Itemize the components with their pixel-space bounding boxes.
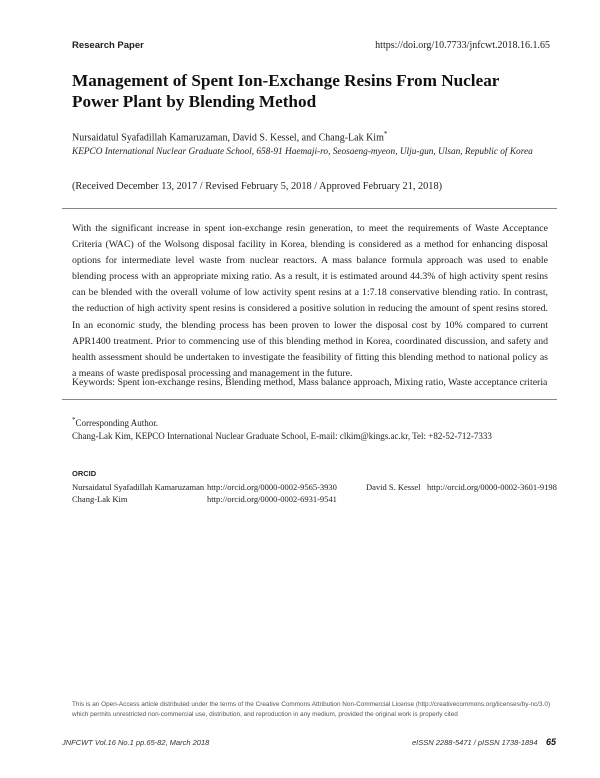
page-number: 65 (546, 737, 557, 747)
orcid-link[interactable]: http://orcid.org/0000-0002-9565-3930 (207, 482, 337, 492)
author-list (72, 130, 387, 143)
author-names: Nursaidatul Syafadillah Kamaruzaman, David S. Kessel, and Chang-Lak Kim (72, 132, 384, 144)
affiliation: KEPCO International Nuclear Graduate School, 658-91 Haemaji-ro, Seosaeng-myeon, Ulju-gun, Ulsan, Republic of Korea (72, 147, 533, 157)
orcid-link[interactable]: http://orcid.org/0000-0002-3601-9198 (427, 482, 557, 492)
paper-type-label: Research Paper (72, 40, 144, 51)
article-title: Management of Spent Ion-Exchange Resins From Nuclear Power Plant by Blending Method (72, 71, 500, 111)
journal-citation: JNFCWT Vol.16 No.1 pp.65-82, March 2018 (62, 738, 210, 747)
orcid-name: Chang-Lak Kim (72, 494, 128, 504)
issn: eISSN 2288-5471 / pISSN 1738-1894 (412, 738, 538, 747)
orcid-name: Nursaidatul Syafadillah Kamaruzaman (72, 482, 205, 492)
corresponding-author-mark: * (72, 416, 76, 424)
corresponding-author-note (72, 414, 492, 443)
orcid-heading: ORCID (72, 469, 97, 478)
keywords: Keywords: Spent ion-exchange resins, Blending method, Mass balance approach, Mixing ratio, Waste acceptance criteria (72, 377, 548, 388)
orcid-link[interactable]: http://orcid.org/0000-0002-6931-9541 (207, 494, 337, 504)
corresponding-author-details: Chang-Lak Kim, KEPCO International Nuclear Graduate School, E-mail: clkim@kings.ac.kr, Tel: +82-52-712-7333 (72, 431, 492, 441)
abstract-text: With the significant increase in spent ion-exchange resin generation, to meet the requirements of Waste Acceptance Criteria (WAC) of the Wolsong disposal facility in Korea, blending is considered as a method for enhancing disposal options for intermediate level waste from nuclear reactors. A mass balance formula approach was used to enable blending process with an appropriate mixing ratio. As a result, it is estimated around 44.3% of high activity spent resins can be blended with the overall volume of low activity spent resins at a 1:7.18 conservative blending ratio. In contrast, the reduction of high activity spent resins is considered a positive solution in reducing the amount of spent resins stored. In an economic study, the blending process has been proven to lower the disposal cost by 10% compared to current APR1400 treatment. Prior to commencing use of this blending method in Korea, coordinated discussion, and safety and health assessment should be undertaken to investigate the feasibility of fitting this blending method to national policy as a means of waste predisposal processing and management in the future. (72, 223, 548, 379)
license-notice: This is an Open-Access article distributed under the terms of the Creative Commons Attribution Non-Commercial License (http://creativecommons.org/licenses/by-nc/3.0) which permits unrestricted non-commercial use, distribution, and reproduction in any medium, provided the original work is properly cited (72, 701, 551, 718)
doi-link[interactable]: https://doi.org/10.7733/jnfcwt.2018.16.1.65 (375, 40, 550, 51)
publication-dates: (Received December 13, 2017 / Revised February 5, 2018 / Approved February 21, 2018) (72, 181, 443, 192)
corresponding-author-label: Corresponding Author. (75, 418, 158, 428)
corresponding-mark: * (383, 130, 388, 138)
orcid-name: David S. Kessel (366, 482, 421, 492)
